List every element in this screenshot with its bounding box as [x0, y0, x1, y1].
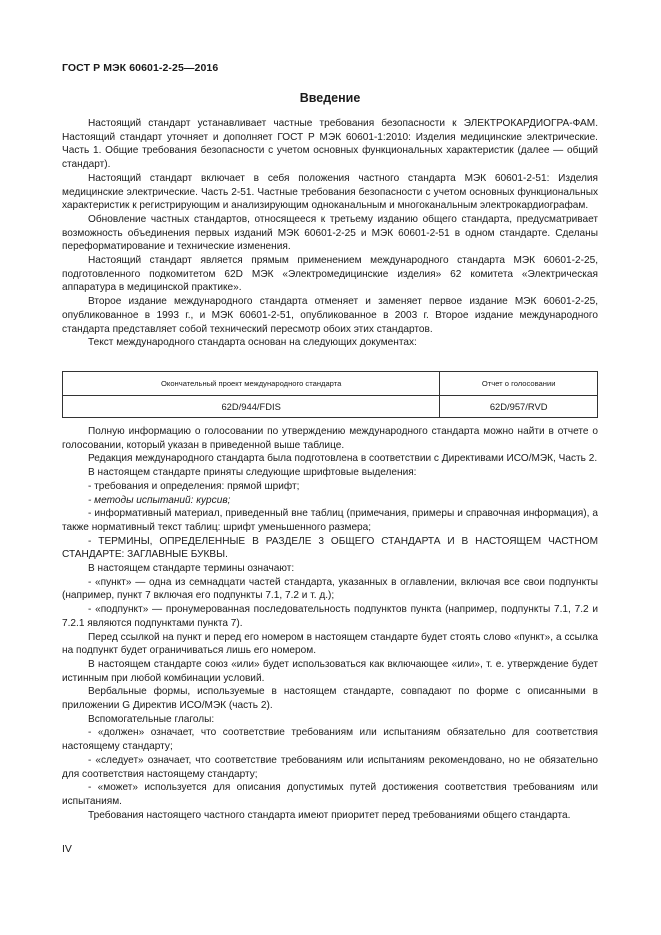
paragraph: Настоящий стандарт является прямым применением международного стандарта МЭК 60601-2-25, подготовленного подкомитетом 62D МЭК «Электромедицинские изделия» 62 комитета «Электрическая аппаратура в медицинской практике».: [62, 255, 598, 294]
standard-id-header: ГОСТ Р МЭК 60601-2-25—2016: [62, 62, 219, 74]
list-item: - методы испытаний: курсив;: [88, 494, 231, 506]
table-header-cell: Окончательный проект международного стандарта: [63, 372, 440, 396]
paragraph: Текст международного стандарта основан на следующих документах:: [88, 337, 417, 349]
list-item: - «может» используется для описания допустимых путей достижения соответствия требованиям или испытаниям.: [62, 782, 598, 807]
list-item: - требования и определения: прямой шрифт;: [88, 480, 300, 492]
section-title: Введение: [299, 91, 361, 105]
page-number: IV: [62, 843, 72, 855]
table-header-row: [63, 372, 598, 396]
paragraph: Настоящий стандарт включает в себя положения частного стандарта МЭК 60601-2-51: Изделия медицинские электрические. Часть 2-51. Частные требования безопасности с учетом основных функциональных характеристик к регистрирующим и анализирующим одноканальным и многоканальным электрокардиографам.: [62, 172, 598, 212]
list-item: - «следует» означает, что соответствие требованиям или испытаниям рекомендовано, но не обязательно для соответствия настоящему стандарту;: [62, 754, 598, 780]
table-cell: 62D/957/RVD: [440, 396, 598, 418]
table-row: [63, 396, 598, 418]
list-item: - ТЕРМИНЫ, ОПРЕДЕЛЕННЫЕ В РАЗДЕЛЕ 3 ОБЩЕГО СТАНДАРТА И В НАСТОЯЩЕМ ЧАСТНОМ СТАНДАРТЕ: ЗАГЛАВНЫЕ БУКВЫ.: [62, 535, 598, 561]
paragraph: Требования настоящего частного стандарта имеют приоритет перед требованиями общего стандарта.: [88, 809, 571, 821]
intro-text-block-1: [62, 117, 598, 350]
paragraph: Редакция международного стандарта была подготовлена в соответствии с Директивами ИСО/МЭК, Часть 2.: [88, 453, 598, 465]
list-item: - «пункт» — одна из семнадцати частей стандарта, указанных в оглавлении, включая все свои подпункты (например, пункт 7 включая его подпункты 7.1, 7.2 и т. д.);: [62, 576, 598, 602]
paragraph: В настоящем стандарте термины означают:: [88, 563, 295, 575]
list-item: - информативный материал, приведенный вне таблиц (примечания, примеры и справочная информация), а также нормативный текст таблиц: шрифт уменьшенного размера;: [62, 508, 598, 533]
intro-text-block-2: [62, 425, 598, 822]
table-header-cell: Отчет о голосовании: [440, 372, 598, 396]
paragraph: Вспомогательные глаголы:: [88, 713, 215, 725]
list-item: - «должен» означает, что соответствие требованиям или испытаниям обязательно для соответствия настоящему стандарту;: [62, 727, 598, 753]
voting-documents-table: [62, 371, 598, 418]
paragraph: Полную информацию о голосовании по утверждению международного стандарта можно найти в отчете о голосовании, который указан в приведенной выше таблице.: [62, 426, 598, 451]
paragraph: В настоящем стандарте приняты следующие шрифтовые выделения:: [88, 467, 417, 479]
paragraph: Настоящий стандарт устанавливает частные требования безопасности к ЭЛЕКТРОКАРДИОГРА-ФАМ. Настоящий стандарт уточняет и дополняет ГОСТ Р МЭК 60601-1:2010: Изделия медицинские электрические. Часть 1. Общие требования безопасности с учетом основных функциональных характеристик (далее — общий стандарт).: [62, 118, 598, 171]
paragraph: Перед ссылкой на пункт и перед его номером в настоящем стандарте будет стоять слово «пункт», а ссылка на подпункт будет ограничиваться лишь его номером.: [62, 631, 598, 657]
list-item: - «подпункт» — пронумерованная последовательность подпунктов пункта (например, подпункты 7.1, 7.2 и 7.2.1 являются подпунктами пункта 7).: [62, 604, 598, 629]
paragraph: В настоящем стандарте союз «или» будет использоваться как включающее «или», т. е. утверждение будет истинным при любой комбинации условий.: [62, 658, 598, 684]
paragraph: Обновление частных стандартов, относящееся к третьему изданию общего стандарта, предусматривает возможность объединения первых изданий МЭК 60601-2-25 и МЭК 60601-2-51 в одном стандарте. Сделаны переформатирование и технические изменения.: [62, 213, 598, 253]
paragraph: Вербальные формы, используемые в настоящем стандарте, совпадают по форме с описанными в приложении G Директив ИСО/МЭК (часть 2).: [62, 686, 598, 712]
table-cell: 62D/944/FDIS: [63, 396, 440, 418]
paragraph: Второе издание международного стандарта отменяет и заменяет первое издание МЭК 60601-2-25, опубликованное в 1993 г., и МЭК 60601-2-51, опубликованное в 2003 г. Второе издание международного стандарта представляет собой технический пересмотр обоих этих стандартов.: [62, 296, 598, 335]
